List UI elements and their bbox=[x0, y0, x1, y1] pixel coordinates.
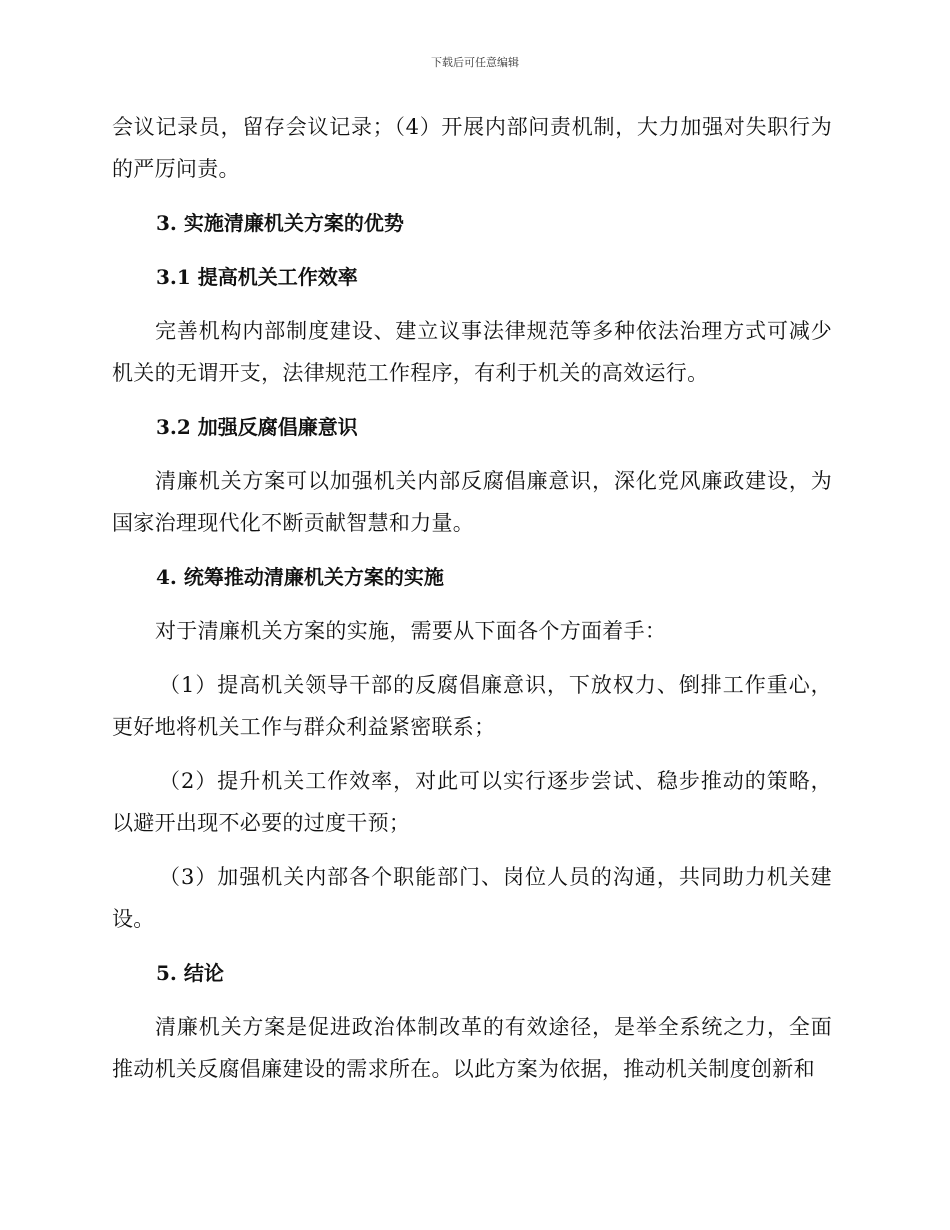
page-header: 下载后可任意编辑 bbox=[431, 56, 519, 69]
list-item-1: （1）提高机关领导干部的反腐倡廉意识，下放权力、倒排工作重心，更好地将机关工作与群众利益紧密联系； bbox=[112, 673, 832, 739]
section-heading-3: 3. 实施清廉机关方案的优势 bbox=[156, 211, 404, 235]
paragraph-implementation-intro: 对于清廉机关方案的实施，需要从下面各个方面着手： bbox=[155, 619, 667, 643]
paragraph-efficiency: 完善机构内部制度建设、建立议事法律规范等多种依法治理方式可减少机关的无谓开支，法律规范工作程序，有利于机关的高效运行。 bbox=[112, 319, 832, 385]
paragraph-continued: 会议记录员，留存会议记录；（4）开展内部问责机制，大力加强对失职行为的严厉问责。 bbox=[112, 115, 832, 181]
section-heading-3-1: 3.1 提高机关工作效率 bbox=[156, 265, 358, 289]
section-heading-5: 5. 结论 bbox=[156, 961, 224, 985]
list-item-2: （2）提升机关工作效率，对此可以实行逐步尝试、稳步推动的策略，以避开出现不必要的过度干预； bbox=[112, 769, 832, 835]
section-heading-4: 4. 统筹推动清廉机关方案的实施 bbox=[156, 565, 444, 589]
paragraph-conclusion: 清廉机关方案是促进政治体制改革的有效途径，是举全系统之力，全面推动机关反腐倡廉建设的需求所在。以此方案为依据，推动机关制度创新和 bbox=[112, 1015, 832, 1081]
section-heading-3-2: 3.2 加强反腐倡廉意识 bbox=[156, 415, 358, 439]
list-item-3: （3）加强机关内部各个职能部门、岗位人员的沟通，共同助力机关建设。 bbox=[112, 865, 832, 931]
paragraph-anticorruption: 清廉机关方案可以加强机关内部反腐倡廉意识，深化党风廉政建设，为国家治理现代化不断贡献智慧和力量。 bbox=[112, 469, 832, 535]
document-body bbox=[112, 106, 832, 1102]
